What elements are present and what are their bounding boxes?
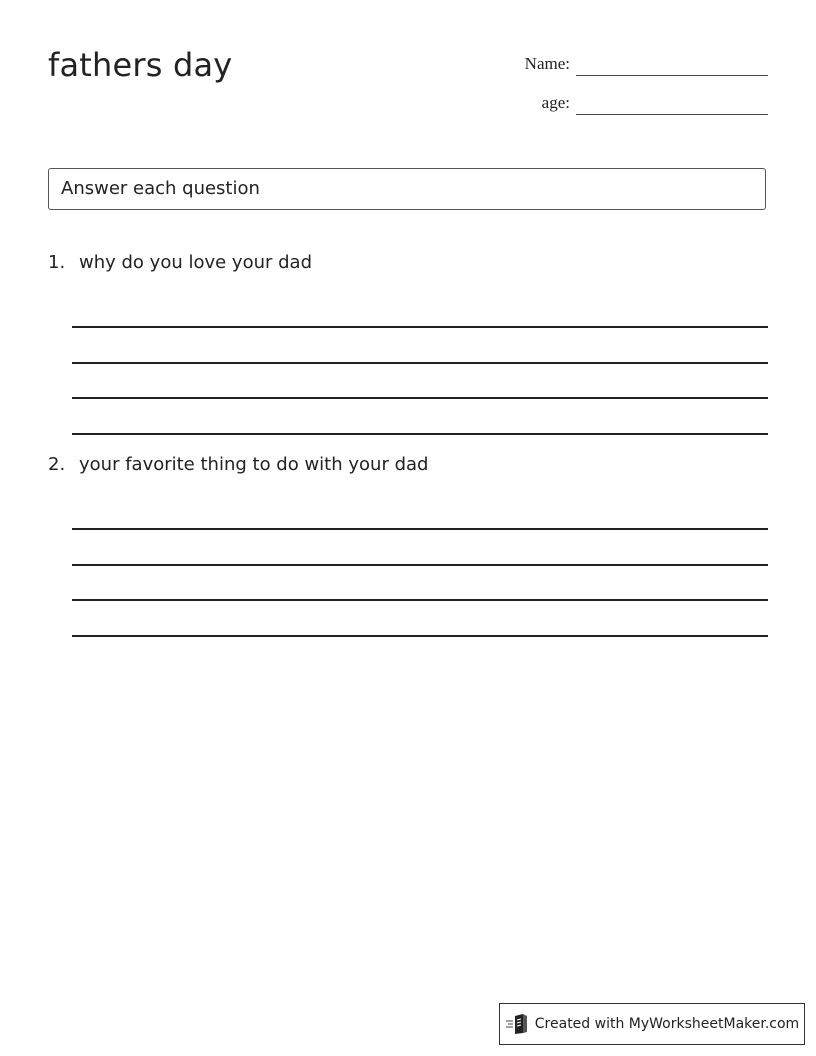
- question-number: 1.: [48, 252, 66, 273]
- question-1: [48, 248, 768, 436]
- answer-lines: [72, 496, 768, 637]
- question-prompt: why do you love your dad: [79, 252, 312, 273]
- question-text: [48, 248, 768, 278]
- age-label: age:: [541, 93, 570, 112]
- name-label: Name:: [524, 54, 570, 73]
- name-input-line[interactable]: [576, 75, 768, 76]
- answer-line[interactable]: [72, 603, 768, 637]
- age-field: [508, 91, 768, 115]
- question-prompt: your favorite thing to do with your dad: [79, 454, 429, 475]
- instructions-text: Answer each question: [61, 178, 260, 199]
- question-2: [48, 450, 768, 638]
- worksheet-title: fathers day: [48, 46, 233, 84]
- name-field: [508, 52, 768, 76]
- answer-line[interactable]: [72, 294, 768, 328]
- answer-line[interactable]: [72, 496, 768, 530]
- age-input-line[interactable]: [576, 114, 768, 115]
- footer-badge[interactable]: [499, 1003, 805, 1045]
- worksheet-maker-logo-icon: [505, 1013, 529, 1035]
- question-text: [48, 450, 768, 480]
- answer-lines: [72, 294, 768, 435]
- instructions-box: [48, 168, 766, 210]
- answer-line[interactable]: [72, 401, 768, 435]
- answer-line[interactable]: [72, 567, 768, 601]
- answer-line[interactable]: [72, 330, 768, 364]
- footer-text: Created with MyWorksheetMaker.com: [534, 1016, 800, 1032]
- question-number: 2.: [48, 454, 66, 475]
- answer-line[interactable]: [72, 365, 768, 399]
- answer-line[interactable]: [72, 532, 768, 566]
